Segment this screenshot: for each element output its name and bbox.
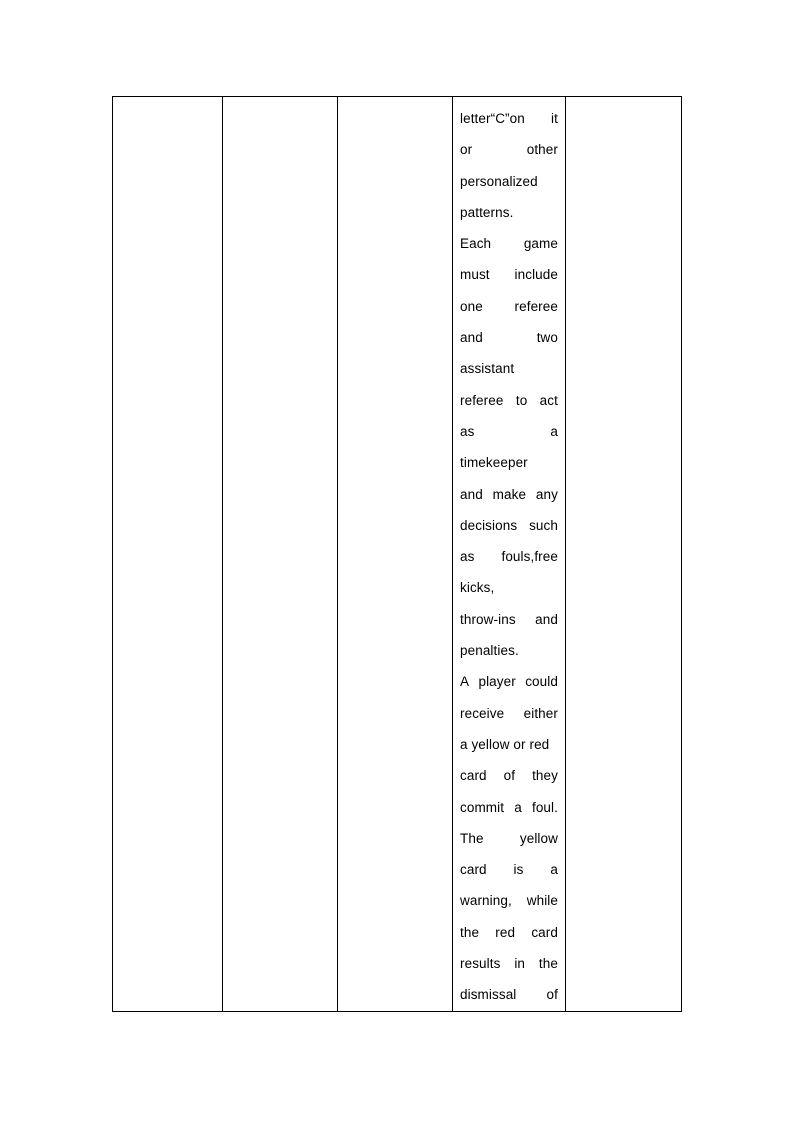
text-word: other (526, 142, 558, 158)
text-word: must (460, 267, 490, 283)
text-line (460, 917, 558, 948)
text-word: a yellow or red (460, 736, 550, 752)
text-word: could (525, 674, 558, 690)
text-word: the (538, 956, 558, 972)
text-line (460, 103, 558, 134)
text-line (460, 416, 558, 447)
text-word: card (460, 768, 487, 784)
rules-table (112, 96, 682, 1012)
text-line (460, 166, 558, 197)
text-word: a (550, 862, 558, 878)
text-word: game (523, 236, 558, 252)
text-word: include (514, 267, 558, 283)
text-word: letter“C”on (460, 111, 525, 126)
text-line (460, 197, 558, 228)
text-line (460, 635, 558, 666)
text-word: kicks, (460, 580, 495, 596)
text-line (460, 479, 558, 510)
cell-text-block (453, 97, 565, 1011)
text-word: and (535, 611, 558, 627)
text-word: commit (460, 799, 505, 815)
text-line (460, 792, 558, 823)
text-word: Each (460, 236, 492, 252)
text-word: throw-ins (460, 611, 516, 627)
table-cell-col4 (453, 97, 566, 1012)
text-word: card (531, 924, 558, 940)
text-line (460, 604, 558, 635)
text-line (460, 322, 558, 353)
text-word: as (460, 423, 475, 439)
text-word: it (551, 111, 558, 126)
text-line (460, 698, 558, 729)
text-word: in (514, 956, 526, 972)
table-cell-col2 (223, 97, 338, 1012)
text-word: referee (514, 298, 558, 314)
text-word: a (514, 799, 522, 815)
text-word: penalties. (460, 643, 519, 659)
text-word: as (460, 549, 475, 565)
text-word: referee (460, 392, 504, 408)
text-word: A (460, 674, 470, 690)
text-word: fouls,free (501, 549, 558, 565)
text-word: personalized (460, 173, 538, 189)
text-word: either (523, 705, 558, 721)
text-word: of (546, 987, 558, 1003)
text-word: make (492, 486, 527, 502)
text-word: the (460, 924, 480, 940)
text-line (460, 291, 558, 322)
text-line (460, 228, 558, 259)
text-word: timekeeper (460, 455, 528, 471)
text-line (460, 510, 558, 541)
text-word: to (515, 392, 528, 408)
text-line (460, 666, 558, 697)
text-word: and (460, 486, 483, 502)
text-line (460, 979, 558, 1010)
text-word: The (460, 830, 484, 846)
text-line (460, 729, 558, 760)
text-word: they (532, 768, 558, 784)
text-word: card (460, 862, 487, 878)
text-word: warning, (460, 893, 512, 909)
text-word: of (503, 768, 516, 784)
text-word: any (535, 486, 558, 502)
text-word: two (536, 330, 558, 346)
text-line (460, 948, 558, 979)
text-word: a (550, 423, 558, 439)
table-cell-col3 (338, 97, 453, 1012)
text-word: and (460, 330, 483, 346)
text-line (460, 385, 558, 416)
text-word: yellow (519, 830, 558, 846)
text-word: assistant (460, 361, 515, 377)
table-cell-col5 (566, 97, 682, 1012)
text-line (460, 259, 558, 290)
text-line (460, 134, 558, 165)
text-word: dismissal (460, 987, 517, 1003)
text-word: is (513, 862, 524, 878)
text-word: patterns. (460, 204, 514, 220)
text-word: one (460, 298, 483, 314)
text-word: decisions (460, 517, 518, 533)
text-word: results (460, 956, 501, 972)
text-line (460, 572, 558, 603)
text-word: or (460, 142, 473, 158)
text-line (460, 447, 558, 478)
text-word: receive (460, 705, 505, 721)
text-word: act (539, 392, 558, 408)
text-line (460, 854, 558, 885)
table-cell-col1 (113, 97, 223, 1012)
text-word: while (526, 893, 558, 909)
text-line (460, 760, 558, 791)
text-line (460, 541, 558, 572)
table-row (113, 97, 682, 1012)
text-word: such (529, 517, 558, 533)
text-line (460, 885, 558, 916)
text-line (460, 353, 558, 384)
text-word: foul. (531, 799, 558, 815)
text-line (460, 823, 558, 854)
text-word: red (495, 924, 516, 940)
text-word: player (478, 674, 516, 690)
